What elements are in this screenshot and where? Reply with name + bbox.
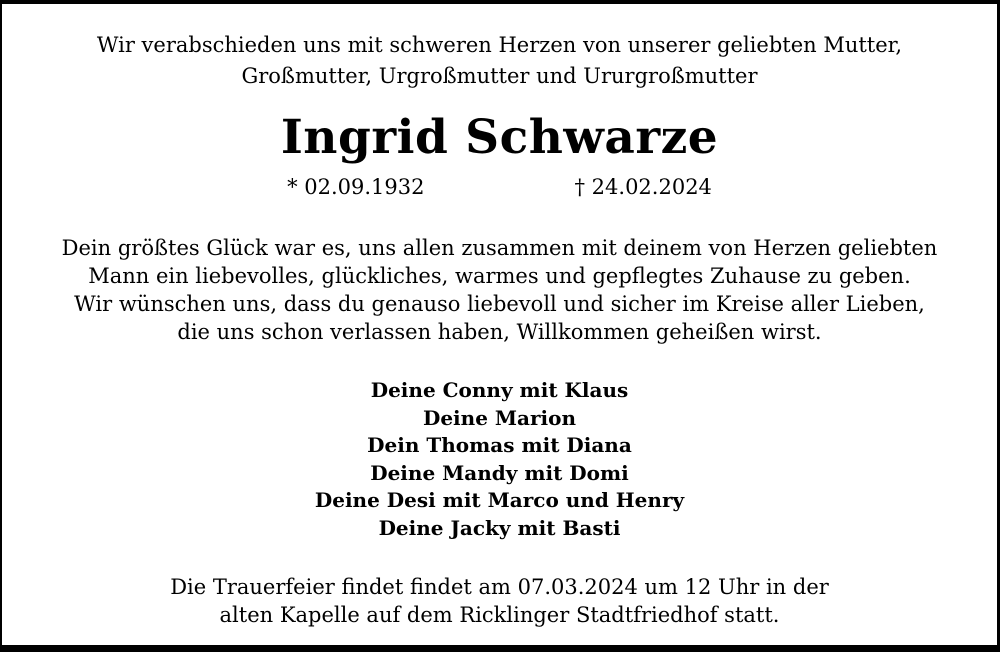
mourner-line: Deine Mandy mit Domi <box>370 460 629 485</box>
intro-line: Wir verabschieden uns mit schweren Herzen von unserer geliebten Mutter, <box>96 33 903 57</box>
mourner-line: Deine Marion <box>422 405 576 430</box>
tribute-line: Wir wünschen uns, dass du genauso liebevoll und sicher im Kreise aller Lieben, <box>74 292 925 316</box>
intro-line: Großmutter, Urgroßmutter und Ururgroßmutter <box>241 64 758 88</box>
mourner-line: Dein Thomas mit Diana <box>367 433 632 457</box>
tribute-line: Mann ein liebevolles, glückliches, warmes und gepflegtes Zuhause zu geben. <box>88 264 911 288</box>
deceased-name: Ingrid Schwarze <box>280 110 719 165</box>
tribute-text <box>2 234 997 346</box>
birth-date: * 02.09.1932 <box>287 175 425 199</box>
funeral-info <box>2 573 997 629</box>
funeral-line: alten Kapelle auf dem Ricklinger Stadtfriedhof statt. <box>219 603 780 627</box>
intro-text <box>2 30 997 92</box>
mourner-line: Deine Conny mit Klaus <box>370 378 629 402</box>
death-date: † 24.02.2024 <box>574 175 712 199</box>
mourner-line: Deine Desi mit Marco und Henry <box>314 488 685 512</box>
mourner-line: Deine Jacky mit Basti <box>378 515 621 540</box>
tribute-line: Dein größtes Glück war es, uns allen zusammen mit deinem von Herzen geliebten <box>61 236 938 260</box>
funeral-line: Die Trauerfeier findet findet am 07.03.2024 um 12 Uhr in der <box>170 575 829 599</box>
life-dates <box>2 174 997 200</box>
tribute-line: die uns schon verlassen haben, Willkommen geheißen wirst. <box>177 320 822 344</box>
mourners-list <box>2 377 997 542</box>
